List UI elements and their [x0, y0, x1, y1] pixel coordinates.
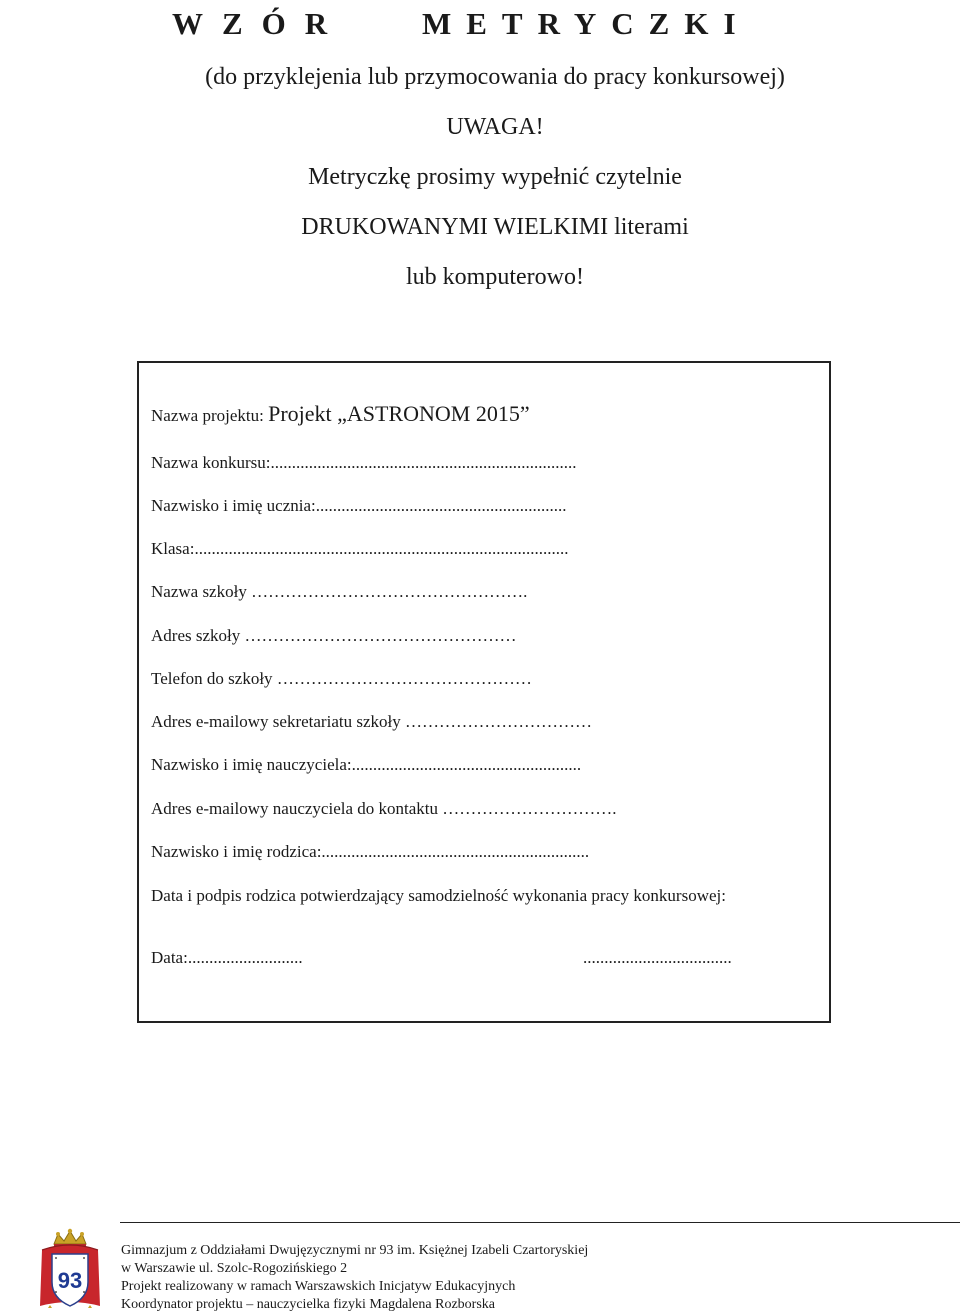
field-fill-dots: ........................................................................................	[194, 539, 569, 558]
instruction-line-2: DRUKOWANYMI WIELKIMI literami	[301, 214, 689, 240]
form-field-school-name[interactable]	[151, 581, 527, 603]
field-label: Nazwa konkursu:	[151, 453, 271, 472]
footer-school-address: w Warszawie ul. Szolc-Rogozińskiego 2	[121, 1261, 348, 1276]
instruction-line-3: lub komputerowo!	[406, 264, 584, 290]
field-fill-dots: ………………………….	[442, 799, 617, 818]
subtitle: (do przyklejenia lub przymocowania do pracy konkursowej)	[205, 64, 785, 90]
project-name-value: Projekt „ASTRONOM 2015”	[268, 401, 530, 426]
date-field[interactable]: Data:...........................	[151, 948, 303, 967]
form-field-school-address[interactable]	[151, 625, 516, 647]
title-word-1: WZÓR	[172, 6, 347, 41]
form-field-competition-name[interactable]	[151, 452, 576, 474]
project-name-label: Nazwa projektu:	[151, 406, 269, 425]
field-fill-dots: ......................................................	[351, 755, 582, 774]
field-label: Adres e-mailowy sekretariatu szkoły	[151, 712, 405, 731]
field-label: Adres szkoły	[151, 626, 245, 645]
field-label: Nazwa szkoły	[151, 582, 252, 601]
form-field-teacher-email[interactable]	[151, 798, 617, 820]
field-fill-dots: ...........................................................	[315, 496, 567, 515]
form-field-class[interactable]	[151, 538, 568, 560]
form-field-secretariat-email[interactable]	[151, 711, 592, 733]
metryczka-form-box	[137, 361, 831, 1023]
field-label: Nazwisko i imię rodzica:	[151, 842, 322, 861]
footer-school-name: Gimnazjum z Oddziałami Dwujęzycznymi nr 93 im. Księżnej Izabeli Czartoryskiej	[121, 1243, 589, 1258]
crest-number: 93	[57, 1268, 83, 1293]
field-fill-dots: ........................................................................	[270, 453, 577, 472]
field-label: Nazwisko i imię nauczyciela:	[151, 755, 352, 774]
school-crest-icon	[34, 1228, 106, 1314]
form-field-teacher-name[interactable]	[151, 754, 581, 776]
signature-field[interactable]: ...................................	[583, 948, 732, 967]
project-name-row	[151, 403, 530, 427]
instruction-line-1: Metryczkę prosimy wypełnić czytelnie	[308, 164, 682, 190]
footer-info	[121, 1242, 951, 1314]
field-label: Data i podpis rodzica potwierdzający samodzielność wykonania pracy konkursowej:	[151, 886, 726, 905]
field-fill-dots: ………………………………………….	[251, 582, 528, 601]
footer-coordinator: Koordynator projektu – nauczycielka fizyki Magdalena Rozborska	[121, 1297, 495, 1312]
field-label: Adres e-mailowy nauczyciela do kontaktu	[151, 799, 443, 818]
field-fill-dots: ………………………………………	[276, 669, 532, 688]
field-label: Telefon do szkoły	[151, 669, 277, 688]
footer-project-info: Projekt realizowany w ramach Warszawskich Inicjatyw Edukacyjnych	[121, 1279, 516, 1294]
field-label: Nazwisko i imię ucznia:	[151, 496, 316, 515]
field-fill-dots: …………………………………………	[244, 626, 517, 645]
field-fill-dots: ...............................................................	[321, 842, 590, 861]
field-label: Klasa:	[151, 539, 195, 558]
form-field-student-name[interactable]	[151, 495, 567, 517]
field-fill-dots: ……………………………	[404, 712, 592, 731]
footer-divider	[120, 1222, 960, 1223]
form-field-school-phone[interactable]	[151, 668, 532, 690]
form-field-parent-name[interactable]	[151, 841, 589, 863]
form-field-parent-confirmation	[151, 885, 726, 907]
warning-text: UWAGA!	[446, 114, 544, 140]
title-word-2: METRYCZKI	[422, 6, 751, 41]
document-title	[0, 2, 960, 46]
